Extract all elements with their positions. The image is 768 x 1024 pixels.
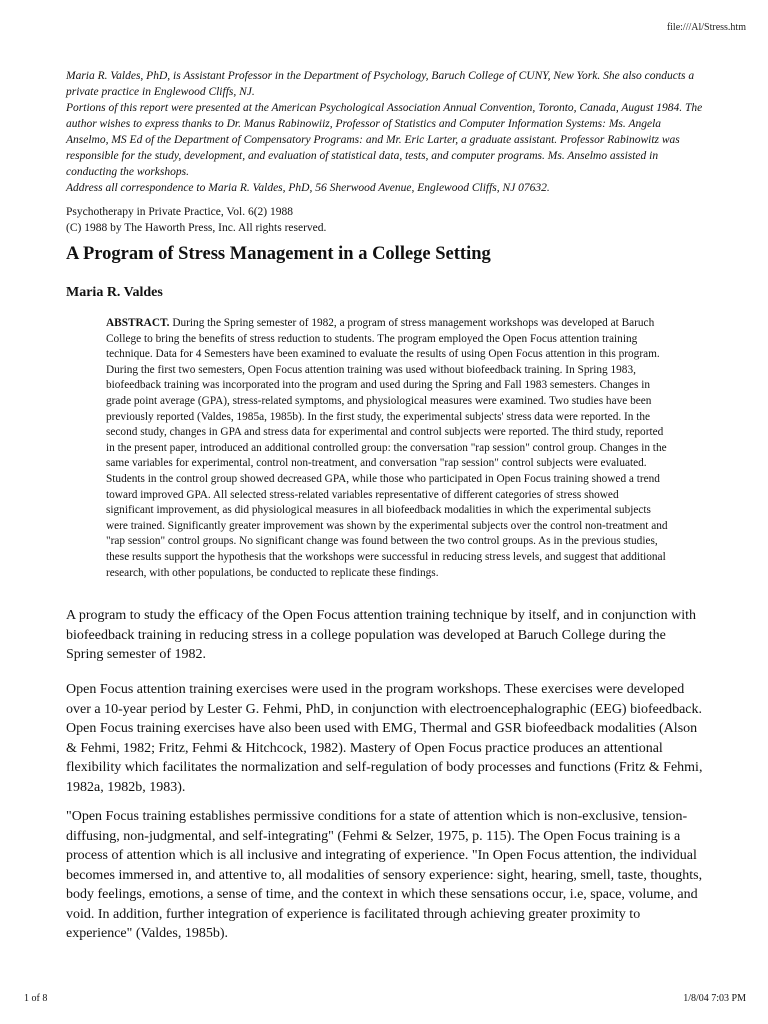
page-url: file:///Al/Stress.htm — [666, 22, 746, 33]
body-paragraph: "Open Focus training establishes permissive conditions for a state of attention which is non-exclusive, tension-diffusing, non-judgmental, and self-integrating" (Fehmi & Selzer, 1975, p. 115). The Open Focus training is a process of attention which is all inclusive and integrating of experience. "In Open Focus attention, the individual becomes immersed in, and attentive to, all modalities of sensory experience: sight, hearing, smell, taste, thoughts, body feelings, emotions, a sense of time, and the context in which these sensations occur, i.e, space, volume, and void. In addition, further integration of experience is facilitated through achieving greater proximity to experience" (Valdes, 1985b). — [66, 809, 703, 941]
body-paragraph: A program to study the efficacy of the Open Focus attention training technique by itself, and in conjunction with biofeedback training in reducing stress in a college population was developed at Baruch College during the Spring semester of 1982. — [66, 608, 696, 662]
journal-info — [66, 204, 706, 236]
page-number: 1 of 8 — [24, 993, 48, 1004]
journal-citation: Psychotherapy in Private Practice, Vol. 6(2) 1988 — [66, 206, 293, 218]
article-title: A Program of Stress Management in a College Setting — [66, 244, 491, 264]
author-correspondence: Address all correspondence to Maria R. Valdes, PhD, 56 Sherwood Avenue, Englewood Cliffs, NJ 07632. — [66, 182, 550, 194]
author-note — [66, 68, 706, 196]
abstract-label: ABSTRACT. — [106, 317, 170, 329]
author-acknowledgments: Portions of this report were presented at the American Psychological Association Annual Convention, Toronto, Canada, August 1984. The author wishes to express thanks to Dr. Manus Rabinowiiz, Professor of Statistics and Computer Information Systems: Ms. Angela Anselmo, MS Ed of the Department of Compensatory Programs: and Mr. Eric Larter, a graduate assistant. Professor Rabinowitz was responsible for the study, development, and evaluation of statistical data, tests, and computer programs. Ms. Anselmo assisted in conducting the workshops. — [66, 102, 703, 178]
author-affiliation: Maria R. Valdes, PhD, is Assistant Professor in the Department of Psychology, Baruch College of CUNY, New York. She also conducts a private practice in Englewood Cliffs, NJ. — [66, 70, 695, 98]
abstract-text: During the Spring semester of 1982, a program of stress management workshops was developed at Baruch College to bring the benefits of stress reduction to students. The program employed the Open Focus attention training technique. Data for 4 Semesters have been examined to evaluate the results of using Open Focus attention in this program. During the first two semesters, Open Focus attention training was used without biofeedback training. In Spring 1983, biofeedback training was incorporated into the program and used during the Spring and Fall 1983 semesters. Changes in grade point average (GPA), stress-related symptoms, and physiological measures were examined. Two studies have been previously reported (Valdes, 1985a, 1985b). In the first study, the experimental subjects' stress data were reported. In the second study, changes in GPA and stress data for experimental and control subjects were reported. The third study, reported in the present paper, introduced an additional controlled group: the conversation "rap session" control group. Changes in the same variables for experimental, control non-treatment, and conversation "rap session" control subjects were evaluated. Students in the control group showed decreased GPA, while those who participated in Open Focus training showed a trend toward improved GPA. All selected stress-related variables representative of different categories of stress showed significant improvement, as did physiological measures in all biofeedback modalities in which the experimental subjects were trained. Significantly greater improvement was shown by the experimental subjects over the control non-treatment and "rap session" control groups. No significant change was found between the two control groups. As in the previous studies, these results support the hypothesis that the workshops were successful in reducing stress levels, and suggest that additional research, with other populations, be conducted to replicate these findings. — [106, 317, 668, 579]
body-paragraph: Open Focus attention training exercises were used in the program workshops. These exercises were developed over a 10-year period by Lester G. Fehmi, PhD, in conjunction with electroencephalographic (EEG) biofeedback. Open Focus training exercises have also been used with EMG, Thermal and GSR biofeedback modalities (Alson & Fehmi, 1982; Fritz, Fehmi & Hitchcock, 1982). Mastery of Open Focus practice produces an attentional flexibility which facilitates the normalization and self-regulation of body processes and functions (Fritz & Fehmi, 1982a, 1982b, 1983). — [66, 682, 703, 795]
abstract — [106, 316, 668, 581]
article-author: Maria R. Valdes — [66, 285, 163, 300]
journal-copyright: (C) 1988 by The Haworth Press, Inc. All rights reserved. — [66, 222, 327, 234]
print-timestamp: 1/8/04 7:03 PM — [683, 993, 746, 1004]
